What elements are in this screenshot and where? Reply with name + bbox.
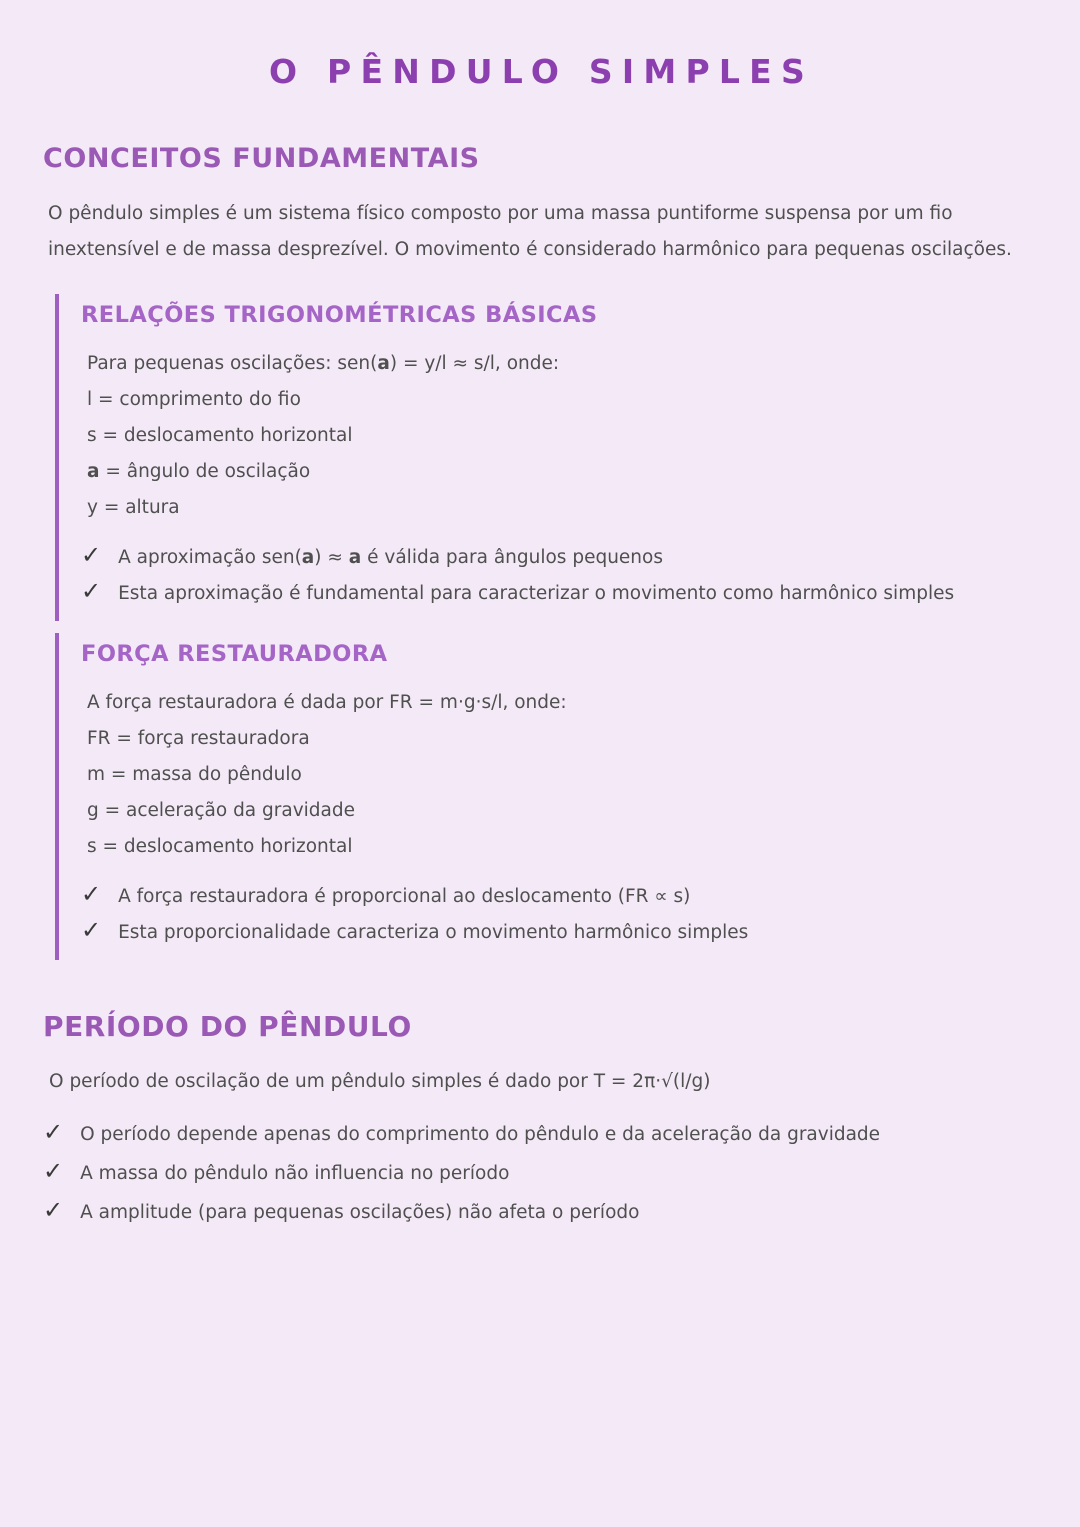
alpha-symbol: a: [87, 460, 100, 482]
text-segment: m = massa do pêndulo: [87, 764, 302, 786]
text-segment: ) = y/l ≈ s/l, onde:: [389, 353, 560, 375]
text-segment: g = aceleração da gravidade: [87, 800, 356, 821]
relacoes-checklist: [81, 543, 1040, 619]
check-text: [80, 1163, 509, 1184]
text-segment: é válida para ângulos pequenos: [361, 547, 663, 569]
definition-line-fr: [81, 729, 1040, 748]
definition-line-s: [81, 426, 1040, 445]
text-segment: A força restauradora é proporcional ao deslocamento (FR ∝ s): [118, 886, 691, 908]
check-text: [80, 1124, 880, 1145]
check-item: [81, 579, 1040, 604]
definition-line-y: [81, 498, 1040, 517]
text-segment: Esta proporcionalidade caracteriza o movimento harmônico simples: [118, 922, 749, 944]
check-icon: ✓: [81, 541, 102, 570]
check-icon: ✓: [43, 1157, 64, 1186]
definition-line-s: [81, 837, 1040, 856]
alpha-symbol: a: [348, 547, 362, 569]
check-icon: ✓: [43, 1118, 64, 1147]
check-icon: ✓: [81, 577, 102, 606]
text-segment: O período de oscilação de um pêndulo simples é dado por T = 2π·√(l/g): [49, 1071, 711, 1093]
definition-line-g: [81, 801, 1040, 820]
relacoes-heading: RELAÇÕES TRIGONOMÉTRICAS BÁSICAS: [81, 302, 598, 329]
conceitos-intro: O pêndulo simples é um sistema físico composto por uma massa puntiforme suspensa por um fio inextensível e de massa desprezível. O movimento é considerado harmônico para pequenas oscilações.: [48, 203, 1012, 261]
subsection-forca-restauradora: [55, 633, 1040, 960]
forca-checklist: [81, 882, 1040, 958]
text-segment: Esta aproximação é fundamental para caracterizar o movimento como harmônico simples: [118, 583, 955, 605]
text-segment: l = comprimento do fio: [87, 389, 301, 411]
definition-line-alpha: [81, 462, 1040, 481]
section-conceitos: [43, 143, 1040, 960]
check-item: [43, 1159, 1040, 1184]
check-icon: ✓: [43, 1196, 64, 1225]
relacoes-formula-line: [81, 354, 1040, 373]
subsection-relacoes-trigonometricas: [55, 294, 1040, 621]
text-segment: y = altura: [87, 496, 180, 518]
check-icon: ✓: [81, 880, 102, 909]
check-item: [81, 918, 1040, 943]
text-segment: Para pequenas oscilações: sen(: [87, 353, 378, 375]
check-item: [81, 882, 1040, 907]
check-text: [118, 922, 748, 943]
forca-formula-line: [81, 693, 1040, 712]
text-segment: = ângulo de oscilação: [99, 460, 311, 482]
check-text: [118, 583, 954, 604]
periodo-formula-line: [43, 1071, 1040, 1092]
alpha-symbol: a: [377, 353, 390, 375]
check-text: [80, 1202, 639, 1223]
text-segment: O período depende apenas do comprimento do pêndulo e da aceleração da gravidade: [80, 1124, 881, 1146]
check-item: [43, 1198, 1040, 1223]
check-text: [118, 547, 663, 568]
periodo-checklist: [43, 1120, 1040, 1223]
definition-line-l: [81, 390, 1040, 409]
text-segment: A força restauradora é dada por FR = m·g·s/l, onde:: [87, 692, 567, 714]
check-item: [43, 1120, 1040, 1145]
page-title: O PÊNDULO SIMPLES: [269, 52, 814, 91]
alpha-symbol: a: [301, 547, 315, 569]
text-segment: A massa do pêndulo não influencia no período: [80, 1163, 510, 1185]
conceitos-heading: CONCEITOS FUNDAMENTAIS: [43, 143, 480, 174]
definition-line-m: [81, 765, 1040, 784]
text-segment: s = deslocamento horizontal: [87, 424, 353, 446]
check-icon: ✓: [81, 916, 102, 945]
forca-heading: FORÇA RESTAURADORA: [81, 641, 388, 668]
check-item: [81, 543, 1040, 568]
text-segment: s = deslocamento horizontal: [87, 835, 353, 857]
text-segment: FR = força restauradora: [87, 728, 310, 750]
text-segment: A amplitude (para pequenas oscilações) não afeta o período: [80, 1202, 640, 1224]
check-text: [118, 886, 690, 907]
periodo-heading: PERÍODO DO PÊNDULO: [43, 1010, 412, 1044]
text-segment: ) ≈: [314, 547, 349, 569]
section-periodo: [43, 1010, 1040, 1223]
text-segment: A aproximação sen(: [118, 547, 302, 569]
